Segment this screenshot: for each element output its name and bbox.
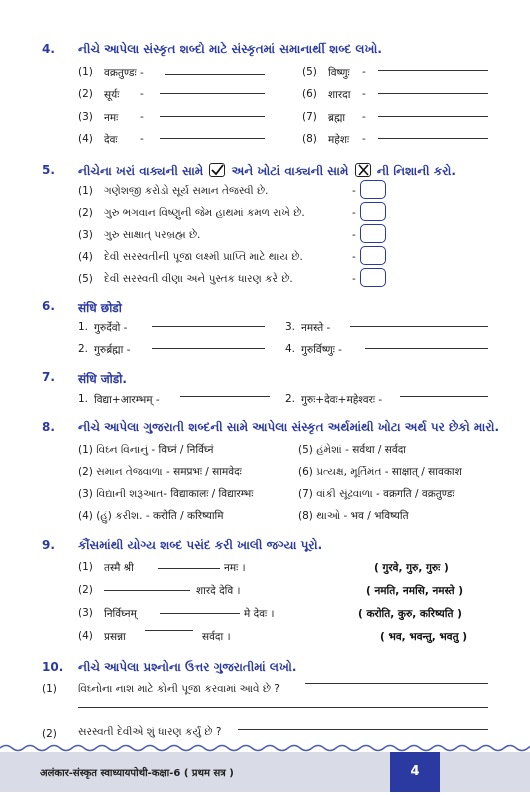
q9-options: ( करोति, कुरु, करिष्यति ) [358, 608, 462, 620]
dash: - [362, 66, 366, 78]
q10-title: નીચે આપેલા પ્રશ્નોના ઉત્તર ગુજરાતીમાં લખો. [78, 660, 297, 674]
q7-item-word: गुरुः+देवः+महेश्वरः - [301, 394, 383, 406]
q9-number: 9. [42, 538, 55, 552]
q8-title: નીચે આપેલા ગુજરાતી શબ્દની સામે આપેલા સંસ્કૃત અર્થમાંથી ખોટા અર્થ પર છેકો મારો. [78, 420, 500, 434]
q5-title-part: અને ખોટાં વાક્યની સામે [231, 164, 349, 178]
q10-item-text: વિઘ્નોના નાશ માટે કોની પૂજા કરવામાં આવે છે ? [78, 683, 280, 695]
q9-item-num: (3) [78, 607, 93, 619]
answer-line[interactable] [365, 348, 488, 349]
q4-item-word: ब्रह्मा [328, 112, 346, 124]
answer-line[interactable] [152, 326, 265, 327]
q4-item-num: (3) [78, 111, 93, 123]
q4-item-word: वक्रतुण्डः - [104, 67, 144, 79]
dash: - [352, 185, 356, 197]
q5-item-text: ગુરુ ભગવાન વિષ્ણુની જેમ હાથમાં કમળ રાખે છે. [104, 207, 305, 219]
q6-item-word: नमस्ते - [301, 322, 331, 334]
q4-item-word: शारदा [328, 89, 351, 101]
dash: - [352, 251, 356, 263]
q5-item-text: ગણેશજી કરોડો સૂર્ય સમાન તેજસ્વી છે. [104, 185, 269, 197]
q7-number: 7. [42, 370, 55, 384]
q7-title: संधि जोडो. [78, 372, 127, 386]
q9-item-pre: तस्मै श्री [104, 562, 134, 574]
answer-line[interactable] [160, 138, 265, 139]
q6-item-word: गुरुर्ब्रह्मा - [94, 344, 131, 356]
q9-options: ( गुरवे, गुरु, गुरुः ) [374, 562, 449, 574]
q8-row-right: (5) હંમેશાં - सर्वथा / सर्वदा [298, 444, 407, 456]
q7-item-num: 2. [285, 393, 296, 405]
q9-item-num: (4) [78, 630, 93, 642]
q8-row-left: (3) વિદ્યાની શરૂઆત- विद्याकालः / विद्यारम्भः [78, 488, 254, 500]
q9-options: ( नमति, नमसि, नमस्ते ) [366, 585, 464, 597]
q9-item-post: मे देवः । [244, 608, 275, 620]
q9-item-post: नमः । [224, 562, 246, 574]
q8-row-right: (7) વાંકી સૂંઢવાળા - वक्रगति / वक्रतुण्डः [298, 488, 455, 500]
q5-title-part: નીચેના ખરાં વાક્યની સામે [78, 164, 204, 178]
dash: - [352, 229, 356, 241]
q8-row-left: (1) વિઘ્ન વિનાનું - विघ्नं / निर्विघ्नं [78, 444, 214, 456]
answer-line[interactable] [350, 326, 488, 327]
answer-box[interactable] [360, 180, 386, 199]
answer-line[interactable] [158, 568, 220, 569]
q8-row-left: (4) (હું) કરીશ. - करोति / करिष्यामि [78, 510, 224, 522]
q4-item-num: (6) [302, 88, 317, 100]
q6-item-num: 4. [285, 343, 296, 355]
q5-item-num: (3) [78, 229, 93, 241]
answer-line[interactable] [400, 396, 488, 397]
q9-item-num: (1) [78, 561, 93, 573]
q6-item-word: गुरुर्देवो - [94, 322, 128, 334]
answer-line[interactable] [378, 93, 488, 94]
answer-line[interactable] [378, 138, 488, 139]
answer-box[interactable] [360, 224, 386, 243]
q9-options: ( भव, भवन्तु, भवतु ) [380, 631, 468, 643]
dash: - [140, 88, 144, 100]
answer-box[interactable] [360, 246, 386, 265]
q9-item-post: शारदे देवि । [196, 585, 241, 597]
q7-item-num: 1. [78, 393, 89, 405]
q6-item-num: 2. [78, 343, 89, 355]
answer-line[interactable] [104, 590, 190, 591]
dash: - [362, 111, 366, 123]
dash: - [362, 88, 366, 100]
q9-item-num: (2) [78, 584, 93, 596]
q5-item-num: (5) [78, 273, 93, 285]
q9-item-pre: प्रसन्ना [104, 631, 126, 643]
q8-number: 8. [42, 420, 55, 434]
answer-box[interactable] [360, 268, 386, 287]
q5-item-text: દેવી સરસ્વતીની પૂજા લક્ષ્મી પ્રાપ્તિ માટે થાય છે. [104, 251, 303, 263]
q4-item-word: विष्णुः [328, 67, 350, 79]
answer-line[interactable] [78, 707, 488, 708]
q4-item-word: महेशः [328, 134, 350, 146]
q6-item-word: गुरुर्विष्णुः - [301, 344, 342, 356]
q9-title: કૌંસમાંથી યોગ્ય શબ્દ પસંદ કરી ખાલી જગ્યા પૂરો. [78, 538, 323, 552]
q6-item-num: 1. [78, 321, 89, 333]
answer-line[interactable] [160, 613, 240, 614]
q8-row-right: (8) થાઓ - भव / भविष्यति [298, 510, 409, 522]
dash: - [140, 111, 144, 123]
q9-item-pre: निर्विघ्नम् [104, 608, 137, 620]
footer-book-title: अलंकार-संस्कृत स्वाध्यायपोथी-कक्षा-6 ( प्रथम सत्र ) [40, 768, 234, 779]
q6-item-num: 3. [285, 321, 296, 333]
q5-item-text: ગુરુ સાક્ષાત્ પરબ્રહ્મ છે. [104, 229, 201, 241]
dash: - [352, 207, 356, 219]
q7-item-word: विद्या+आरम्भम् - [94, 394, 160, 406]
q4-item-word: नमः [104, 112, 119, 124]
answer-line[interactable] [305, 683, 488, 684]
cross-icon [355, 163, 371, 177]
q5-title [78, 163, 456, 179]
q5-item-num: (4) [78, 251, 93, 263]
q5-item-text: દેવી સરસ્વતી વીણા અને પુસ્તક ધારણ કરે છે. [104, 273, 293, 285]
dash: - [352, 273, 356, 285]
q4-item-num: (1) [78, 66, 93, 78]
dash: - [140, 133, 144, 145]
page-number: 4 [390, 752, 440, 792]
q10-number: 10. [42, 660, 64, 674]
q9-item-post: सर्वदा । [202, 631, 231, 643]
q4-title: નીચે આપેલા સંસ્કૃત શબ્દો માટે સંસ્કૃતમાં સમાનાર્થી શબ્દ લખો. [78, 42, 382, 56]
q4-item-num: (4) [78, 133, 93, 145]
answer-line[interactable] [145, 630, 193, 631]
answer-line[interactable] [165, 74, 265, 75]
answer-line[interactable] [238, 729, 488, 730]
q5-item-num: (2) [78, 207, 93, 219]
q10-item-num: (1) [42, 683, 57, 695]
dash: - [362, 133, 366, 145]
q5-title-part: ની નિશાની કરો. [376, 164, 456, 178]
q5-number: 5. [42, 163, 55, 177]
q4-item-word: देवः [104, 134, 118, 146]
q6-number: 6. [42, 299, 55, 313]
q4-item-num: (2) [78, 88, 93, 100]
q8-row-left: (2) સમાન તેજવાળા - समप्रभः / सामवेदः [78, 466, 242, 478]
checkmark-icon [209, 163, 225, 177]
q5-item-num: (1) [78, 185, 93, 197]
q4-item-num: (5) [302, 66, 317, 78]
q4-item-word: सूर्यः [104, 89, 120, 101]
answer-box[interactable] [360, 202, 386, 221]
q10-item-num: (2) [42, 728, 57, 740]
q4-number: 4. [42, 42, 55, 56]
answer-line[interactable] [160, 116, 265, 117]
answer-line[interactable] [378, 116, 488, 117]
q4-item-num: (8) [302, 133, 317, 145]
answer-line[interactable] [378, 70, 488, 71]
answer-line[interactable] [160, 93, 265, 94]
q4-item-num: (7) [302, 111, 317, 123]
answer-line[interactable] [180, 396, 270, 397]
q6-title: संधि छोडो [78, 301, 122, 315]
q10-item-text: સરસ્વતી દેવીએ શું ધારણ કર્યું છે ? [78, 726, 222, 738]
answer-line[interactable] [152, 348, 265, 349]
q8-row-right: (6) પ્રત્યક્ષ, મૂર્તિમંત - साक्षात् / सावकाश [298, 466, 462, 478]
